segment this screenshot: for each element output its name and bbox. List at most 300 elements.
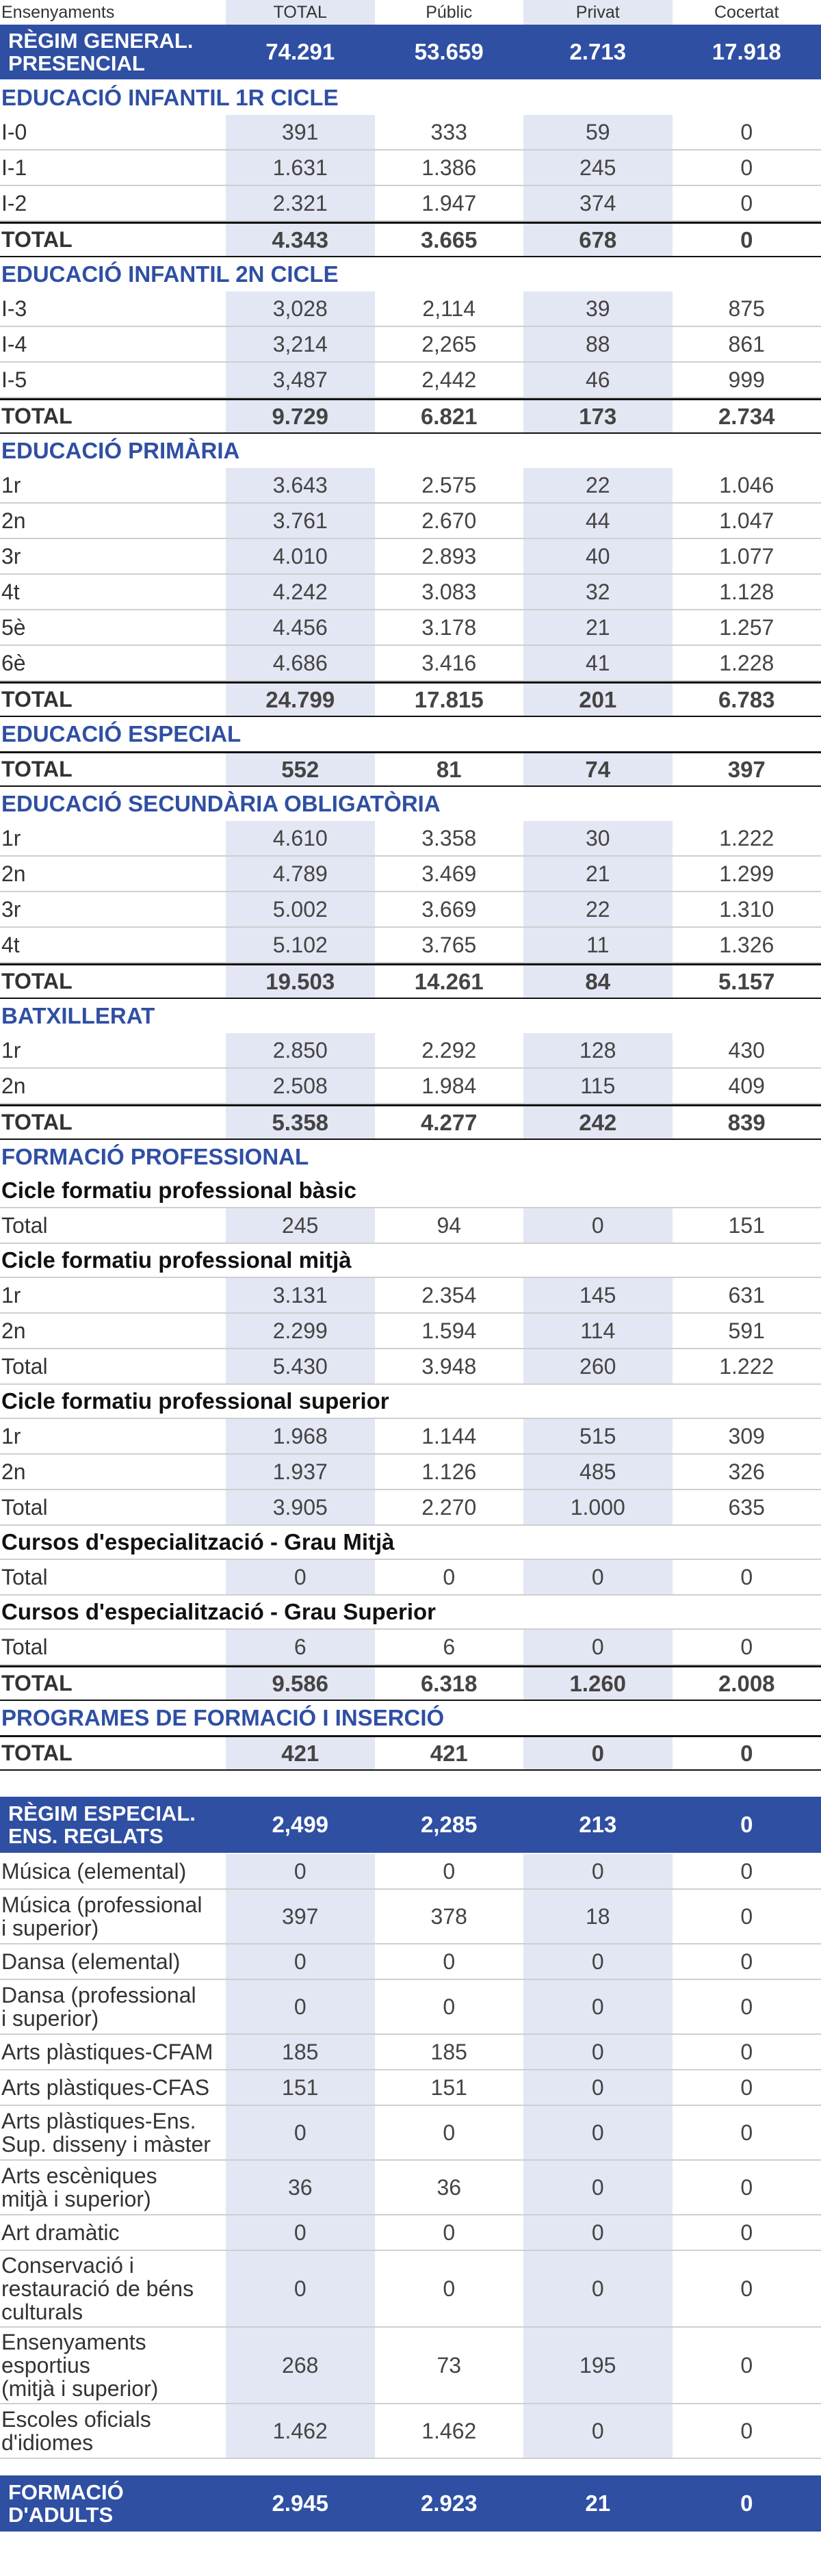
row-label: I-2 (1, 190, 27, 216)
regim-especial-rows (0, 1854, 821, 2459)
value-concertat: 0 (740, 2074, 753, 2100)
value-privat: 46 (523, 363, 673, 397)
table-row (0, 2215, 821, 2251)
band-concertat: 0 (740, 2490, 753, 2516)
subtotal-row (0, 1349, 821, 1385)
value-public: 378 (430, 1903, 467, 1929)
value-privat: 260 (523, 1349, 673, 1383)
value-public: 1.947 (421, 190, 477, 216)
value-privat: 114 (523, 1314, 673, 1348)
value-concertat: 309 (728, 1423, 765, 1448)
value-privat: 39 (523, 291, 673, 326)
value-total: 2.321 (226, 186, 375, 220)
value-total: 421 (226, 1737, 375, 1769)
value-privat: 44 (523, 504, 673, 538)
value-total: 36 (226, 2161, 375, 2214)
value-privat: 0 (523, 1944, 673, 1979)
subtotal-row (0, 1490, 821, 1526)
row-label: Total (1, 1634, 48, 1659)
band-total: 2,499 (272, 1812, 329, 1837)
table-row (0, 2328, 821, 2404)
value-concertat: 0 (740, 2418, 753, 2443)
row-label: I-5 (1, 367, 27, 392)
band-label: FORMACIÓ D'ADULTS (8, 2480, 124, 2527)
value-concertat: 326 (728, 1459, 765, 1484)
value-public: 0 (443, 1564, 456, 1589)
section-title (0, 999, 821, 1033)
row-label: 1r (1, 472, 21, 497)
value-public: 3.469 (421, 861, 477, 886)
row-label: 2n (1, 861, 26, 886)
value-total: 3.643 (226, 468, 375, 502)
value-privat: 173 (523, 400, 673, 432)
value-total: 0 (226, 1854, 375, 1888)
value-public: 3.178 (421, 614, 477, 640)
value-concertat: 0 (740, 155, 753, 180)
value-privat: 22 (523, 468, 673, 502)
value-total: 0 (226, 2215, 375, 2250)
value-privat: 1.260 (523, 1667, 673, 1700)
value-total: 5.102 (226, 928, 375, 962)
value-public: 0 (443, 2276, 456, 2301)
band-label: RÈGIM ESPECIAL. ENS. REGLATS (8, 1801, 196, 1848)
subsection-title (0, 1385, 821, 1419)
value-concertat: 0 (740, 2220, 753, 2245)
table-row (0, 1854, 821, 1890)
table-row (0, 857, 821, 892)
table-row (0, 291, 821, 327)
section-title-text: EDUCACIÓ INFANTIL 1R CICLE (1, 85, 339, 110)
section-title (0, 434, 821, 468)
row-label: Arts escèniques mitjà i superior) (1, 2163, 157, 2211)
value-privat: 0 (523, 2106, 673, 2159)
table-row (0, 821, 821, 857)
total-row (0, 1665, 821, 1701)
total-row (0, 222, 821, 257)
value-total: 1.937 (226, 1455, 375, 1489)
header-concertat: Cocertat (714, 2, 779, 22)
value-concertat: 875 (728, 296, 765, 321)
value-concertat: 151 (728, 1212, 765, 1238)
band-label: RÈGIM GENERAL. PRESENCIAL (8, 29, 194, 75)
value-total: 268 (226, 2328, 375, 2403)
row-label: Dansa (elemental) (1, 1949, 181, 1974)
value-public: 185 (430, 2039, 467, 2064)
value-public: 0 (443, 1858, 456, 1884)
value-public: 2,265 (421, 331, 477, 356)
value-public: 1.462 (421, 2418, 477, 2443)
row-label: Total (1, 1212, 48, 1238)
regim-general-band (0, 25, 821, 81)
value-privat: 0 (523, 2251, 673, 2326)
table-row (0, 1944, 821, 1980)
value-privat: 374 (523, 186, 673, 220)
value-concertat: 1.222 (719, 1353, 774, 1379)
value-privat: 515 (523, 1419, 673, 1453)
value-total: 3,487 (226, 363, 375, 397)
table-row (0, 2070, 821, 2106)
value-public: 2.893 (421, 543, 477, 569)
value-privat: 0 (523, 1737, 673, 1769)
value-concertat: 635 (728, 1494, 765, 1520)
section-title (0, 1140, 821, 1174)
value-privat: 22 (523, 892, 673, 926)
value-privat: 88 (523, 327, 673, 361)
subsection-title-text: Cicle formatiu professional bàsic (1, 1178, 356, 1203)
table-row (0, 2404, 821, 2459)
value-concertat: 861 (728, 331, 765, 356)
value-public: 0 (443, 2120, 456, 2145)
row-label: TOTAL (1, 1671, 73, 1695)
table-row (0, 2251, 821, 2328)
table-row (0, 1980, 821, 2035)
band-concertat: 17.918 (712, 39, 781, 64)
value-total: 552 (226, 753, 375, 785)
value-total: 5.430 (226, 1349, 375, 1383)
band-total: 2.945 (272, 2490, 329, 2516)
value-concertat: 1.326 (719, 932, 774, 957)
value-total: 3.905 (226, 1490, 375, 1524)
row-label: Art dramàtic (1, 2220, 120, 2245)
row-label: Escoles oficials d'idiomes (1, 2407, 151, 2455)
value-total: 4.686 (226, 646, 375, 680)
value-total: 245 (226, 1208, 375, 1243)
value-total: 19.503 (226, 965, 375, 998)
sections-container (0, 81, 821, 1771)
value-public: 17.815 (414, 686, 484, 712)
value-privat: 195 (523, 2328, 673, 2403)
table-row (0, 1890, 821, 1944)
value-public: 0 (443, 1949, 456, 1974)
table-row (0, 1278, 821, 1314)
value-privat: 18 (523, 1890, 673, 1943)
value-privat: 84 (523, 965, 673, 998)
value-privat: 30 (523, 821, 673, 855)
total-row (0, 681, 821, 717)
value-public: 151 (430, 2074, 467, 2100)
value-privat: 59 (523, 115, 673, 149)
total-row (0, 751, 821, 787)
value-public: 81 (436, 756, 462, 782)
value-total: 4.343 (226, 224, 375, 256)
value-public: 3.358 (421, 825, 477, 850)
value-total: 391 (226, 115, 375, 149)
table-row (0, 1033, 821, 1069)
row-label: 1r (1, 1037, 21, 1063)
row-label: TOTAL (1, 1110, 73, 1134)
row-label: 3r (1, 896, 21, 922)
band-total: 74.291 (265, 39, 335, 64)
table-row (0, 468, 821, 504)
table-row (0, 504, 821, 539)
formacio-adults-band (0, 2475, 821, 2533)
value-privat: 242 (523, 1106, 673, 1139)
row-label: I-1 (1, 155, 27, 180)
row-label: TOTAL (1, 227, 73, 252)
value-concertat: 999 (728, 367, 765, 392)
value-public: 6.821 (420, 403, 478, 429)
table-row (0, 1314, 821, 1349)
value-concertat: 0 (740, 2174, 753, 2200)
value-concertat: 0 (740, 2039, 753, 2064)
value-concertat: 0 (740, 2352, 753, 2378)
value-total: 5.358 (226, 1106, 375, 1139)
header-public: Públic (426, 2, 473, 22)
row-label: Arts plàstiques-CFAM (1, 2040, 213, 2064)
row-label: Total (1, 1564, 48, 1589)
value-public: 2.670 (421, 508, 477, 533)
section-title-text: EDUCACIÓ SECUNDÀRIA OBLIGATÒRIA (1, 791, 441, 816)
value-concertat: 0 (740, 1994, 753, 2019)
value-total: 2.508 (226, 1069, 375, 1103)
value-total: 3.761 (226, 504, 375, 538)
value-concertat: 631 (728, 1282, 765, 1307)
subsection-title (0, 1244, 821, 1278)
value-privat: 11 (523, 928, 673, 962)
row-label: Música (elemental) (1, 1859, 187, 1884)
table-row (0, 1455, 821, 1490)
value-concertat: 0 (740, 1634, 753, 1659)
value-privat: 0 (523, 1854, 673, 1888)
value-total: 9.586 (226, 1667, 375, 1700)
value-concertat: 1.128 (719, 579, 774, 604)
value-total: 4.242 (226, 575, 375, 609)
value-public: 1.126 (421, 1459, 477, 1484)
subsection-title-text: Cicle formatiu professional superior (1, 1388, 389, 1414)
subsection-title (0, 1174, 821, 1208)
value-total: 1.462 (226, 2404, 375, 2458)
value-public: 3.665 (420, 226, 478, 252)
value-privat: 245 (523, 151, 673, 185)
value-public: 4.277 (420, 1109, 478, 1135)
value-total: 9.729 (226, 400, 375, 432)
value-concertat: 430 (728, 1037, 765, 1063)
row-label: 4t (1, 932, 20, 957)
subsection-title-text: Cursos d'especialització - Grau Superior (1, 1599, 436, 1624)
section-gap (0, 1771, 821, 1797)
value-public: 1.984 (421, 1073, 477, 1098)
value-concertat: 397 (727, 756, 766, 782)
value-concertat: 1.077 (719, 543, 774, 569)
row-label: Arts plàstiques-CFAS (1, 2075, 210, 2100)
section-title-text: EDUCACIÓ PRIMÀRIA (1, 438, 240, 463)
row-label: 5è (1, 614, 26, 640)
value-concertat: 2.734 (718, 403, 775, 429)
band-privat: 2.713 (569, 39, 627, 64)
value-total: 3,028 (226, 291, 375, 326)
value-total: 4.610 (226, 821, 375, 855)
value-privat: 74 (523, 753, 673, 785)
subtotal-row (0, 1560, 821, 1596)
value-total: 185 (226, 2035, 375, 2069)
value-total: 2.850 (226, 1033, 375, 1067)
value-concertat: 591 (728, 1318, 765, 1343)
value-concertat: 5.157 (718, 968, 775, 994)
value-concertat: 1.310 (719, 896, 774, 922)
value-public: 3.948 (421, 1353, 477, 1379)
value-privat: 0 (523, 2215, 673, 2250)
row-label: 1r (1, 1282, 21, 1307)
value-concertat: 0 (740, 1949, 753, 1974)
value-concertat: 1.046 (719, 472, 774, 497)
value-privat: 0 (523, 1630, 673, 1664)
value-concertat: 0 (740, 226, 753, 252)
value-total: 1.631 (226, 151, 375, 185)
value-total: 4.789 (226, 857, 375, 891)
row-label: 1r (1, 825, 21, 850)
value-public: 2.354 (421, 1282, 477, 1307)
value-total: 2.299 (226, 1314, 375, 1348)
subsection-title-text: Cicle formatiu professional mitjà (1, 1247, 352, 1273)
value-privat: 678 (523, 224, 673, 256)
value-privat: 0 (523, 1560, 673, 1594)
value-concertat: 1.228 (719, 650, 774, 675)
row-label: Dansa (professional i superior) (1, 1983, 196, 2031)
table-row (0, 1419, 821, 1455)
value-total: 4.456 (226, 610, 375, 645)
value-public: 333 (430, 119, 467, 144)
value-total: 0 (226, 2251, 375, 2326)
subsection-title-text: Cursos d'especialització - Grau Mitjà (1, 1529, 395, 1554)
band-public: 2.923 (420, 2490, 478, 2516)
row-label: Música (professional i superior) (1, 1892, 203, 1940)
header-privat: Privat (523, 0, 673, 25)
band-public: 53.659 (414, 39, 484, 64)
subtotal-row (0, 1630, 821, 1665)
header-ensenyaments: Ensenyaments (1, 2, 115, 22)
total-row (0, 1735, 821, 1771)
value-public: 2,442 (421, 367, 477, 392)
value-total: 0 (226, 1560, 375, 1594)
value-total: 4.010 (226, 539, 375, 573)
value-public: 94 (436, 1212, 462, 1238)
subsection-title (0, 1526, 821, 1560)
row-label: TOTAL (1, 757, 73, 781)
table-row (0, 151, 821, 186)
value-public: 3.416 (421, 650, 477, 675)
row-label: 2n (1, 1459, 26, 1484)
row-label: Arts plàstiques-Ens. Sup. disseny i màster (1, 2109, 211, 2157)
value-privat: 40 (523, 539, 673, 573)
section-title-text: PROGRAMES DE FORMACIÓ I INSERCIÓ (1, 1705, 445, 1730)
row-label: I-0 (1, 119, 27, 144)
value-public: 73 (436, 2352, 462, 2378)
value-total: 3,214 (226, 327, 375, 361)
band-privat: 21 (585, 2490, 611, 2516)
value-public: 3.669 (421, 896, 477, 922)
value-public: 0 (443, 2220, 456, 2245)
value-total: 1.968 (226, 1419, 375, 1453)
value-concertat: 1.299 (719, 861, 774, 886)
value-privat: 21 (523, 610, 673, 645)
value-privat: 145 (523, 1278, 673, 1312)
value-total: 6 (226, 1630, 375, 1664)
value-public: 36 (436, 2174, 462, 2200)
row-label: TOTAL (1, 1741, 73, 1765)
section-title-text: FORMACIÓ PROFESSIONAL (1, 1144, 309, 1169)
row-label: 6è (1, 650, 26, 675)
table-row (0, 892, 821, 928)
value-total: 0 (226, 1980, 375, 2033)
value-privat: 0 (523, 1980, 673, 2033)
row-label: TOTAL (1, 969, 73, 993)
value-public: 3.083 (421, 579, 477, 604)
section-title (0, 717, 821, 751)
value-concertat: 0 (740, 1858, 753, 1884)
value-public: 0 (443, 1994, 456, 2019)
value-total: 24.799 (226, 684, 375, 716)
row-label: TOTAL (1, 404, 73, 428)
value-public: 14.261 (414, 968, 484, 994)
value-privat: 21 (523, 857, 673, 891)
value-concertat: 0 (740, 2120, 753, 2145)
value-concertat: 0 (740, 1740, 753, 1766)
value-public: 2,114 (422, 296, 476, 321)
table-row (0, 610, 821, 646)
value-public: 2.270 (421, 1494, 477, 1520)
value-concertat: 0 (740, 1564, 753, 1589)
value-privat: 0 (523, 1208, 673, 1243)
table-row (0, 928, 821, 963)
value-public: 6.318 (420, 1670, 478, 1696)
value-public: 3.765 (421, 932, 477, 957)
value-public: 1.386 (421, 155, 477, 180)
row-label: Total (1, 1353, 48, 1379)
value-public: 2.292 (421, 1037, 477, 1063)
value-privat: 0 (523, 2404, 673, 2458)
value-concertat: 839 (727, 1109, 766, 1135)
row-label: I-3 (1, 296, 27, 321)
row-label: Ensenyaments esportius (mitjà i superior) (1, 2330, 159, 2401)
total-row (0, 963, 821, 999)
band-public: 2,285 (420, 1812, 478, 1837)
regim-especial-band (0, 1797, 821, 1854)
value-total: 0 (226, 1944, 375, 1979)
value-total: 5.002 (226, 892, 375, 926)
value-total: 3.131 (226, 1278, 375, 1312)
row-label: Conservació i restauració de béns culturals (1, 2253, 194, 2324)
subtotal-row (0, 1208, 821, 1244)
table-row (0, 327, 821, 363)
table-row (0, 2106, 821, 2161)
value-public: 1.594 (421, 1318, 477, 1343)
header-total: TOTAL (226, 0, 375, 25)
value-concertat: 1.047 (719, 508, 774, 533)
section-gap (0, 2459, 821, 2475)
value-privat: 32 (523, 575, 673, 609)
total-row (0, 398, 821, 434)
row-label: 2n (1, 1073, 26, 1098)
row-label: 4t (1, 579, 20, 604)
row-label: Total (1, 1494, 48, 1520)
value-concertat: 1.222 (719, 825, 774, 850)
value-public: 6 (443, 1634, 456, 1659)
section-title (0, 1701, 821, 1735)
column-header-row (0, 0, 821, 25)
table-row (0, 575, 821, 610)
value-privat: 485 (523, 1455, 673, 1489)
section-title-text: EDUCACIÓ ESPECIAL (1, 721, 242, 746)
value-public: 2.575 (421, 472, 477, 497)
value-concertat: 0 (740, 2276, 753, 2301)
value-total: 397 (226, 1890, 375, 1943)
value-public: 1.144 (421, 1423, 477, 1448)
section-title (0, 81, 821, 115)
value-concertat: 2.008 (718, 1670, 775, 1696)
table-row (0, 115, 821, 151)
value-privat: 201 (523, 684, 673, 716)
table-row (0, 1069, 821, 1104)
